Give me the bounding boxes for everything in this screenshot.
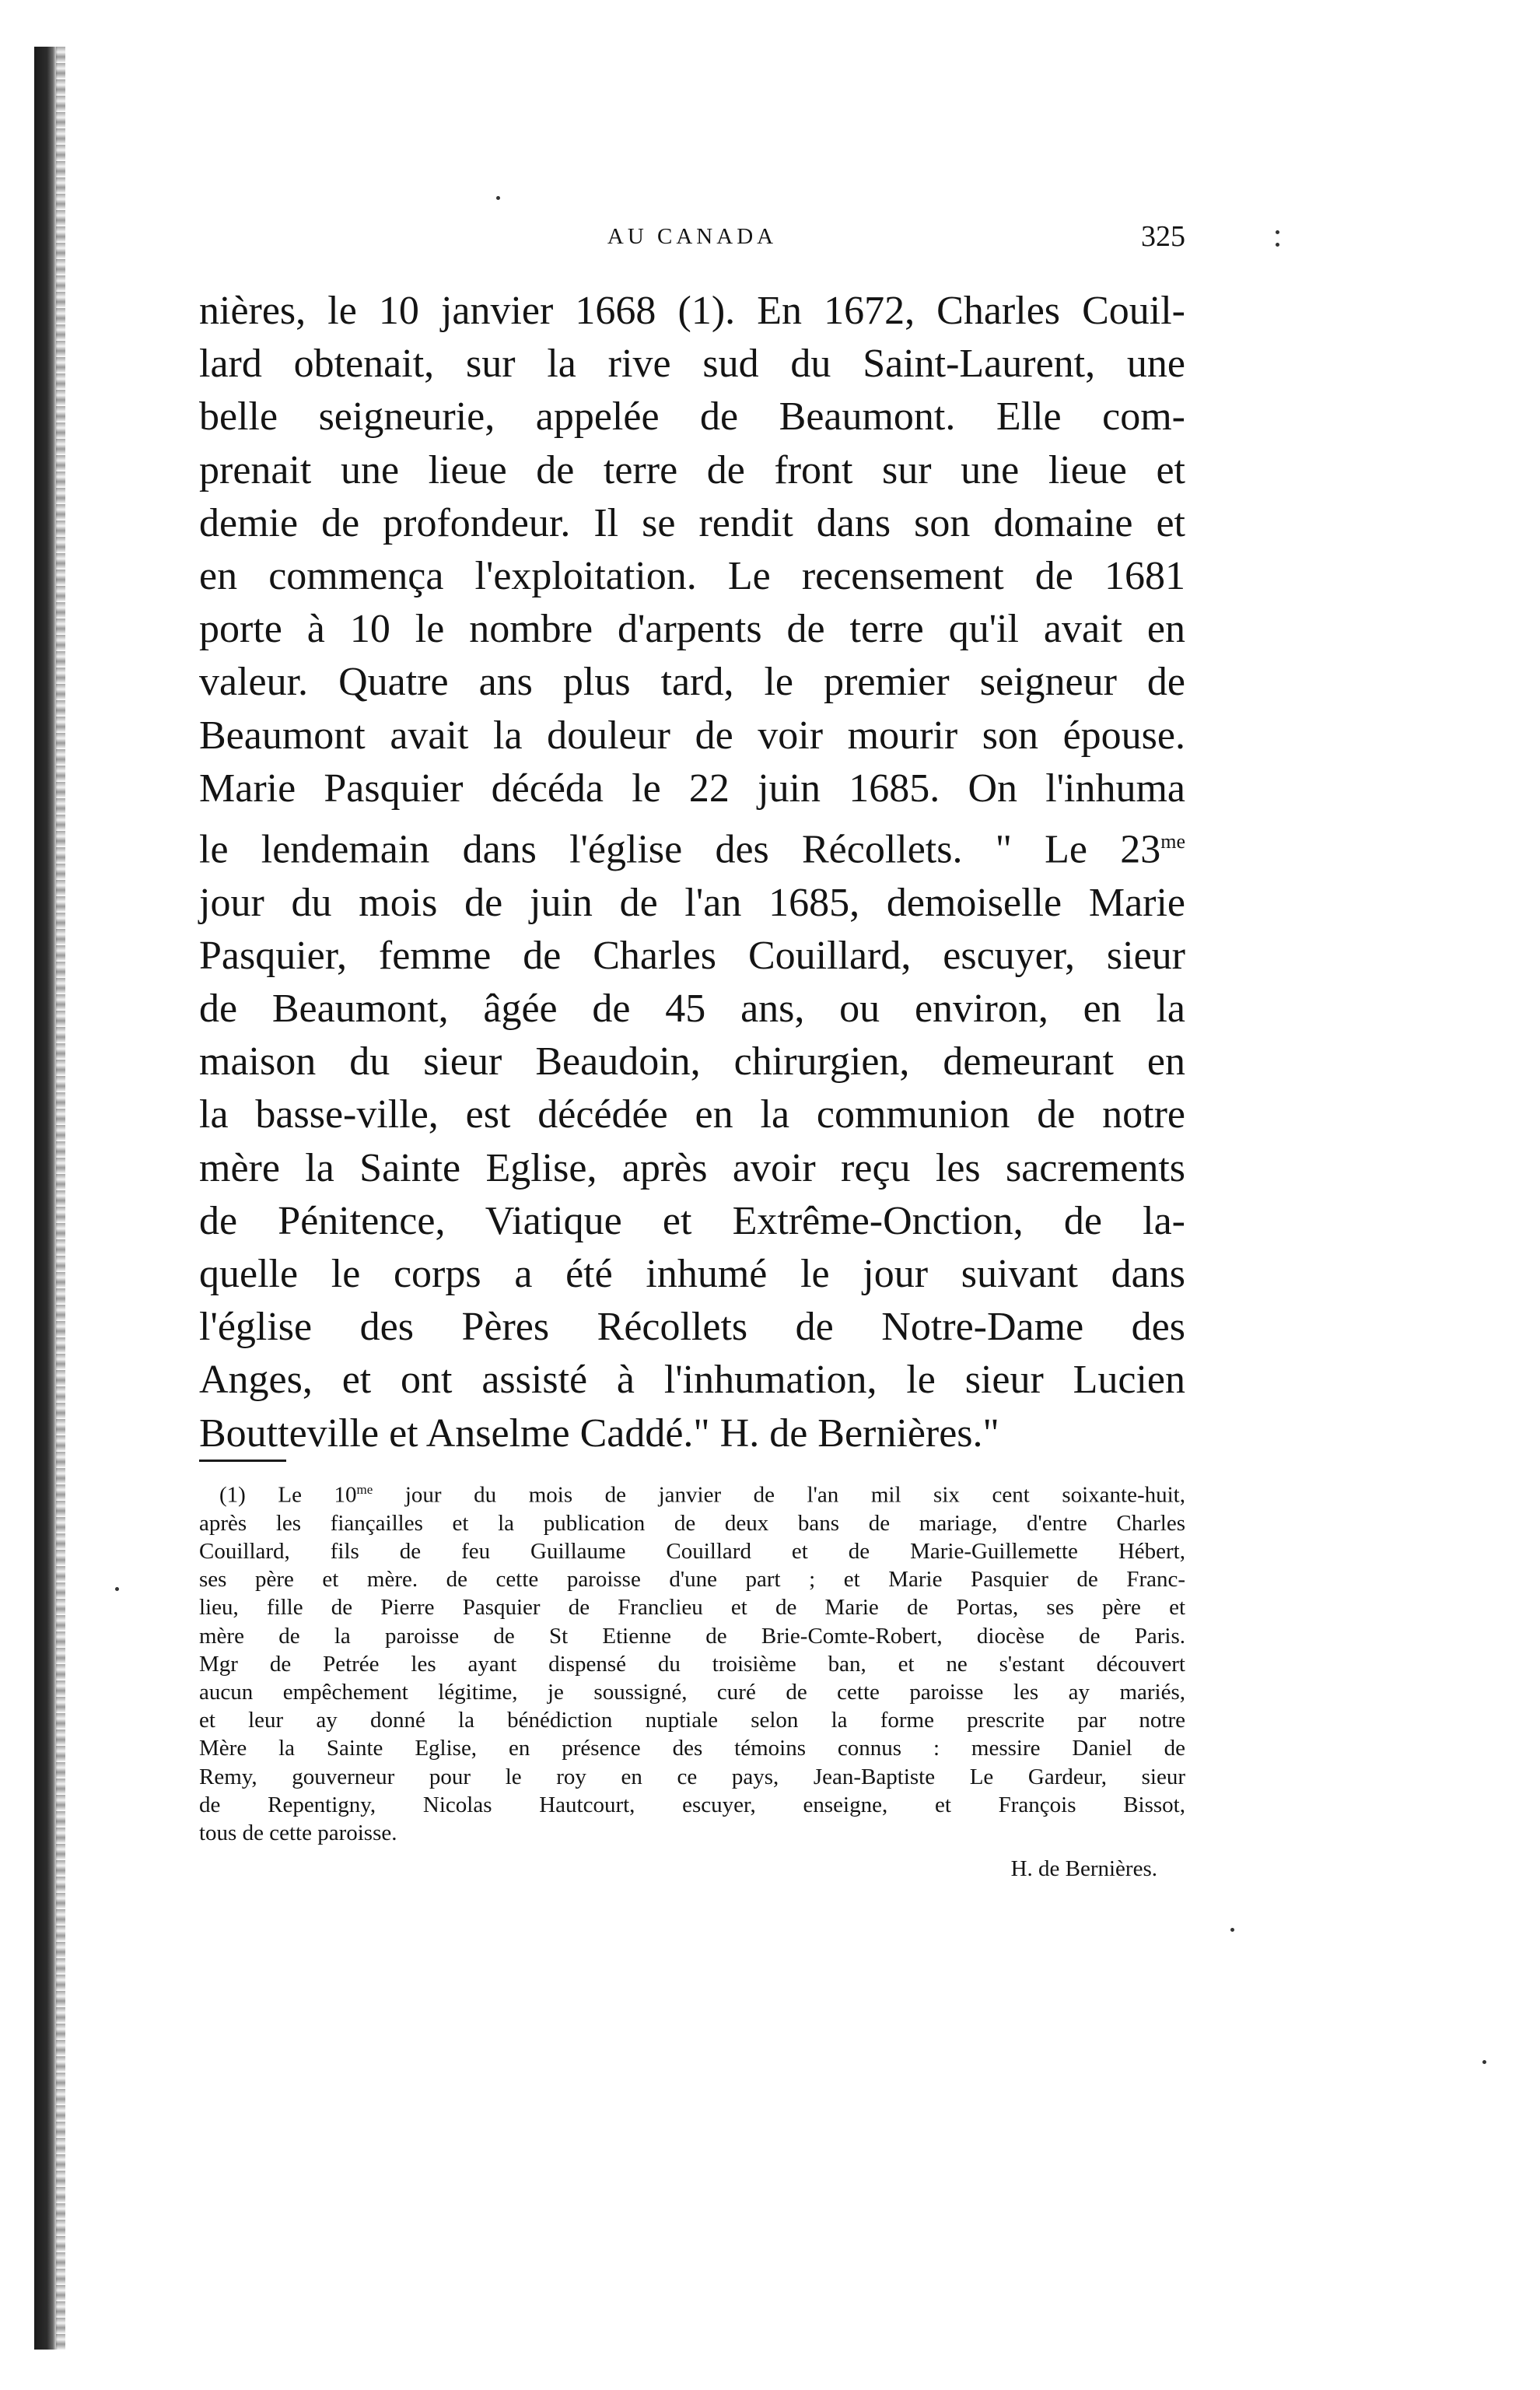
footnote-line-text: jour du mois de janvier de l'an mil six cent soixante-huit,: [373, 1482, 1185, 1508]
body-line: Marie Pasquier décéda le 22 juin 1685. On l'inhuma: [199, 766, 1185, 811]
body-line: de Pénitence, Viatique et Extrême-Onction, de la-: [199, 1198, 1185, 1243]
footnote-line: mère de la paroisse de St Etienne de Brie-Comte-Robert, diocèse de Paris.: [199, 1623, 1185, 1649]
body-line: porte à 10 le nombre d'arpents de terre qu'il avait en: [199, 607, 1185, 652]
body-line: maison du sieur Beaudoin, chirurgien, demeurant en: [199, 1039, 1185, 1085]
scan-speck: [1482, 2060, 1486, 2064]
body-line: lard obtenait, sur la rive sud du Saint-Laurent, une: [199, 342, 1185, 387]
footnote-signature: H. de Bernières.: [1010, 1856, 1157, 1882]
footnote-line: Remy, gouverneur pour le roy en ce pays, Jean-Baptiste Le Gardeur, sieur: [199, 1764, 1185, 1789]
body-line: mère la Sainte Eglise, après avoir reçu les sacrements: [199, 1145, 1185, 1190]
running-title: AU CANADA: [607, 224, 778, 249]
body-line: prenait une lieue de terre de front sur une lieue et: [199, 447, 1185, 492]
body-line: Boutteville et Anselme Caddé." H. de Bernières.": [199, 1411, 999, 1456]
scan-speck: [1276, 243, 1279, 247]
scan-speck: [496, 196, 500, 200]
body-line: en commença l'exploitation. Le recensement de 1681: [199, 554, 1185, 599]
body-line: la basse-ville, est décédée en la communion de notre: [199, 1092, 1185, 1137]
body-line: jour du mois de juin de l'an 1685, demoiselle Marie: [199, 880, 1185, 925]
footnote: [199, 1476, 1185, 1884]
body-line: demie de profondeur. Il se rendit dans son domaine et: [199, 500, 1185, 545]
body-line: l'église des Pères Récollets de Notre-Dame des: [199, 1305, 1185, 1350]
footnote-line: Mgr de Petrée les ayant dispensé du troisième ban, et ne s'estant découvert: [199, 1651, 1185, 1677]
body-line: quelle le corps a été inhumé le jour suivant dans: [199, 1251, 1185, 1296]
footnote-superscript: me: [356, 1482, 373, 1497]
footnote-line: lieu, fille de Pierre Pasquier de Franclieu et de Marie de Portas, ses père et: [199, 1595, 1185, 1621]
footnote-line: aucun empêchement légitime, je soussigné, curé de cette paroisse les ay mariés,: [199, 1680, 1185, 1705]
scan-speck: [1230, 1928, 1234, 1932]
footnote-marker: (1) Le 10: [219, 1482, 357, 1508]
scanned-page-edge: [34, 47, 58, 2350]
footnote-line: Mère la Sainte Eglise, en présence des témoins connus : messire Daniel de: [199, 1736, 1185, 1761]
superscript-me: me: [1160, 830, 1185, 853]
body-line: de Beaumont, âgée de 45 ans, ou environ, en la: [199, 986, 1185, 1031]
body-line: Beaumont avait la douleur de voir mourir son épouse.: [199, 713, 1185, 758]
footnote-line: tous de cette paroisse.: [199, 1821, 397, 1846]
body-line: [199, 815, 1185, 877]
body-line-text: le lendemain dans l'église des Récollets. " Le 23: [199, 827, 1161, 872]
body-line: Pasquier, femme de Charles Couillard, escuyer, sieur: [199, 933, 1185, 978]
footnote-rule: [199, 1460, 286, 1462]
footnote-line: après les fiançailles et la publication de deux bans de mariage, d'entre Charles: [199, 1510, 1185, 1536]
footnote-line: ses père et mère. de cette paroisse d'une part ; et Marie Pasquier de Franc-: [199, 1567, 1185, 1593]
body-line: nières, le 10 janvier 1668 (1). En 1672, Charles Couil-: [199, 289, 1185, 333]
footnote-line: de Repentigny, Nicolas Hautcourt, escuyer, enseigne, et François Bissot,: [199, 1792, 1185, 1817]
page-number: 325: [1141, 220, 1185, 253]
body-line: Anges, et ont assisté à l'inhumation, le sieur Lucien: [199, 1358, 1185, 1403]
scan-speck: [1276, 230, 1279, 234]
body-text: [199, 285, 1185, 1460]
footnote-line: [199, 1476, 1185, 1509]
body-line: valeur. Quatre ans plus tard, le premier seigneur de: [199, 660, 1185, 705]
scan-speck: [115, 1587, 119, 1591]
footnote-line: et leur ay donné la bénédiction nuptiale selon la forme prescrite par notre: [199, 1708, 1185, 1733]
footnote-line: Couillard, fils de feu Guillaume Couillard et de Marie-Guillemette Hébert,: [199, 1539, 1185, 1565]
running-head: [199, 219, 1185, 258]
body-line: belle seigneurie, appelée de Beaumont. Elle com-: [199, 394, 1185, 440]
